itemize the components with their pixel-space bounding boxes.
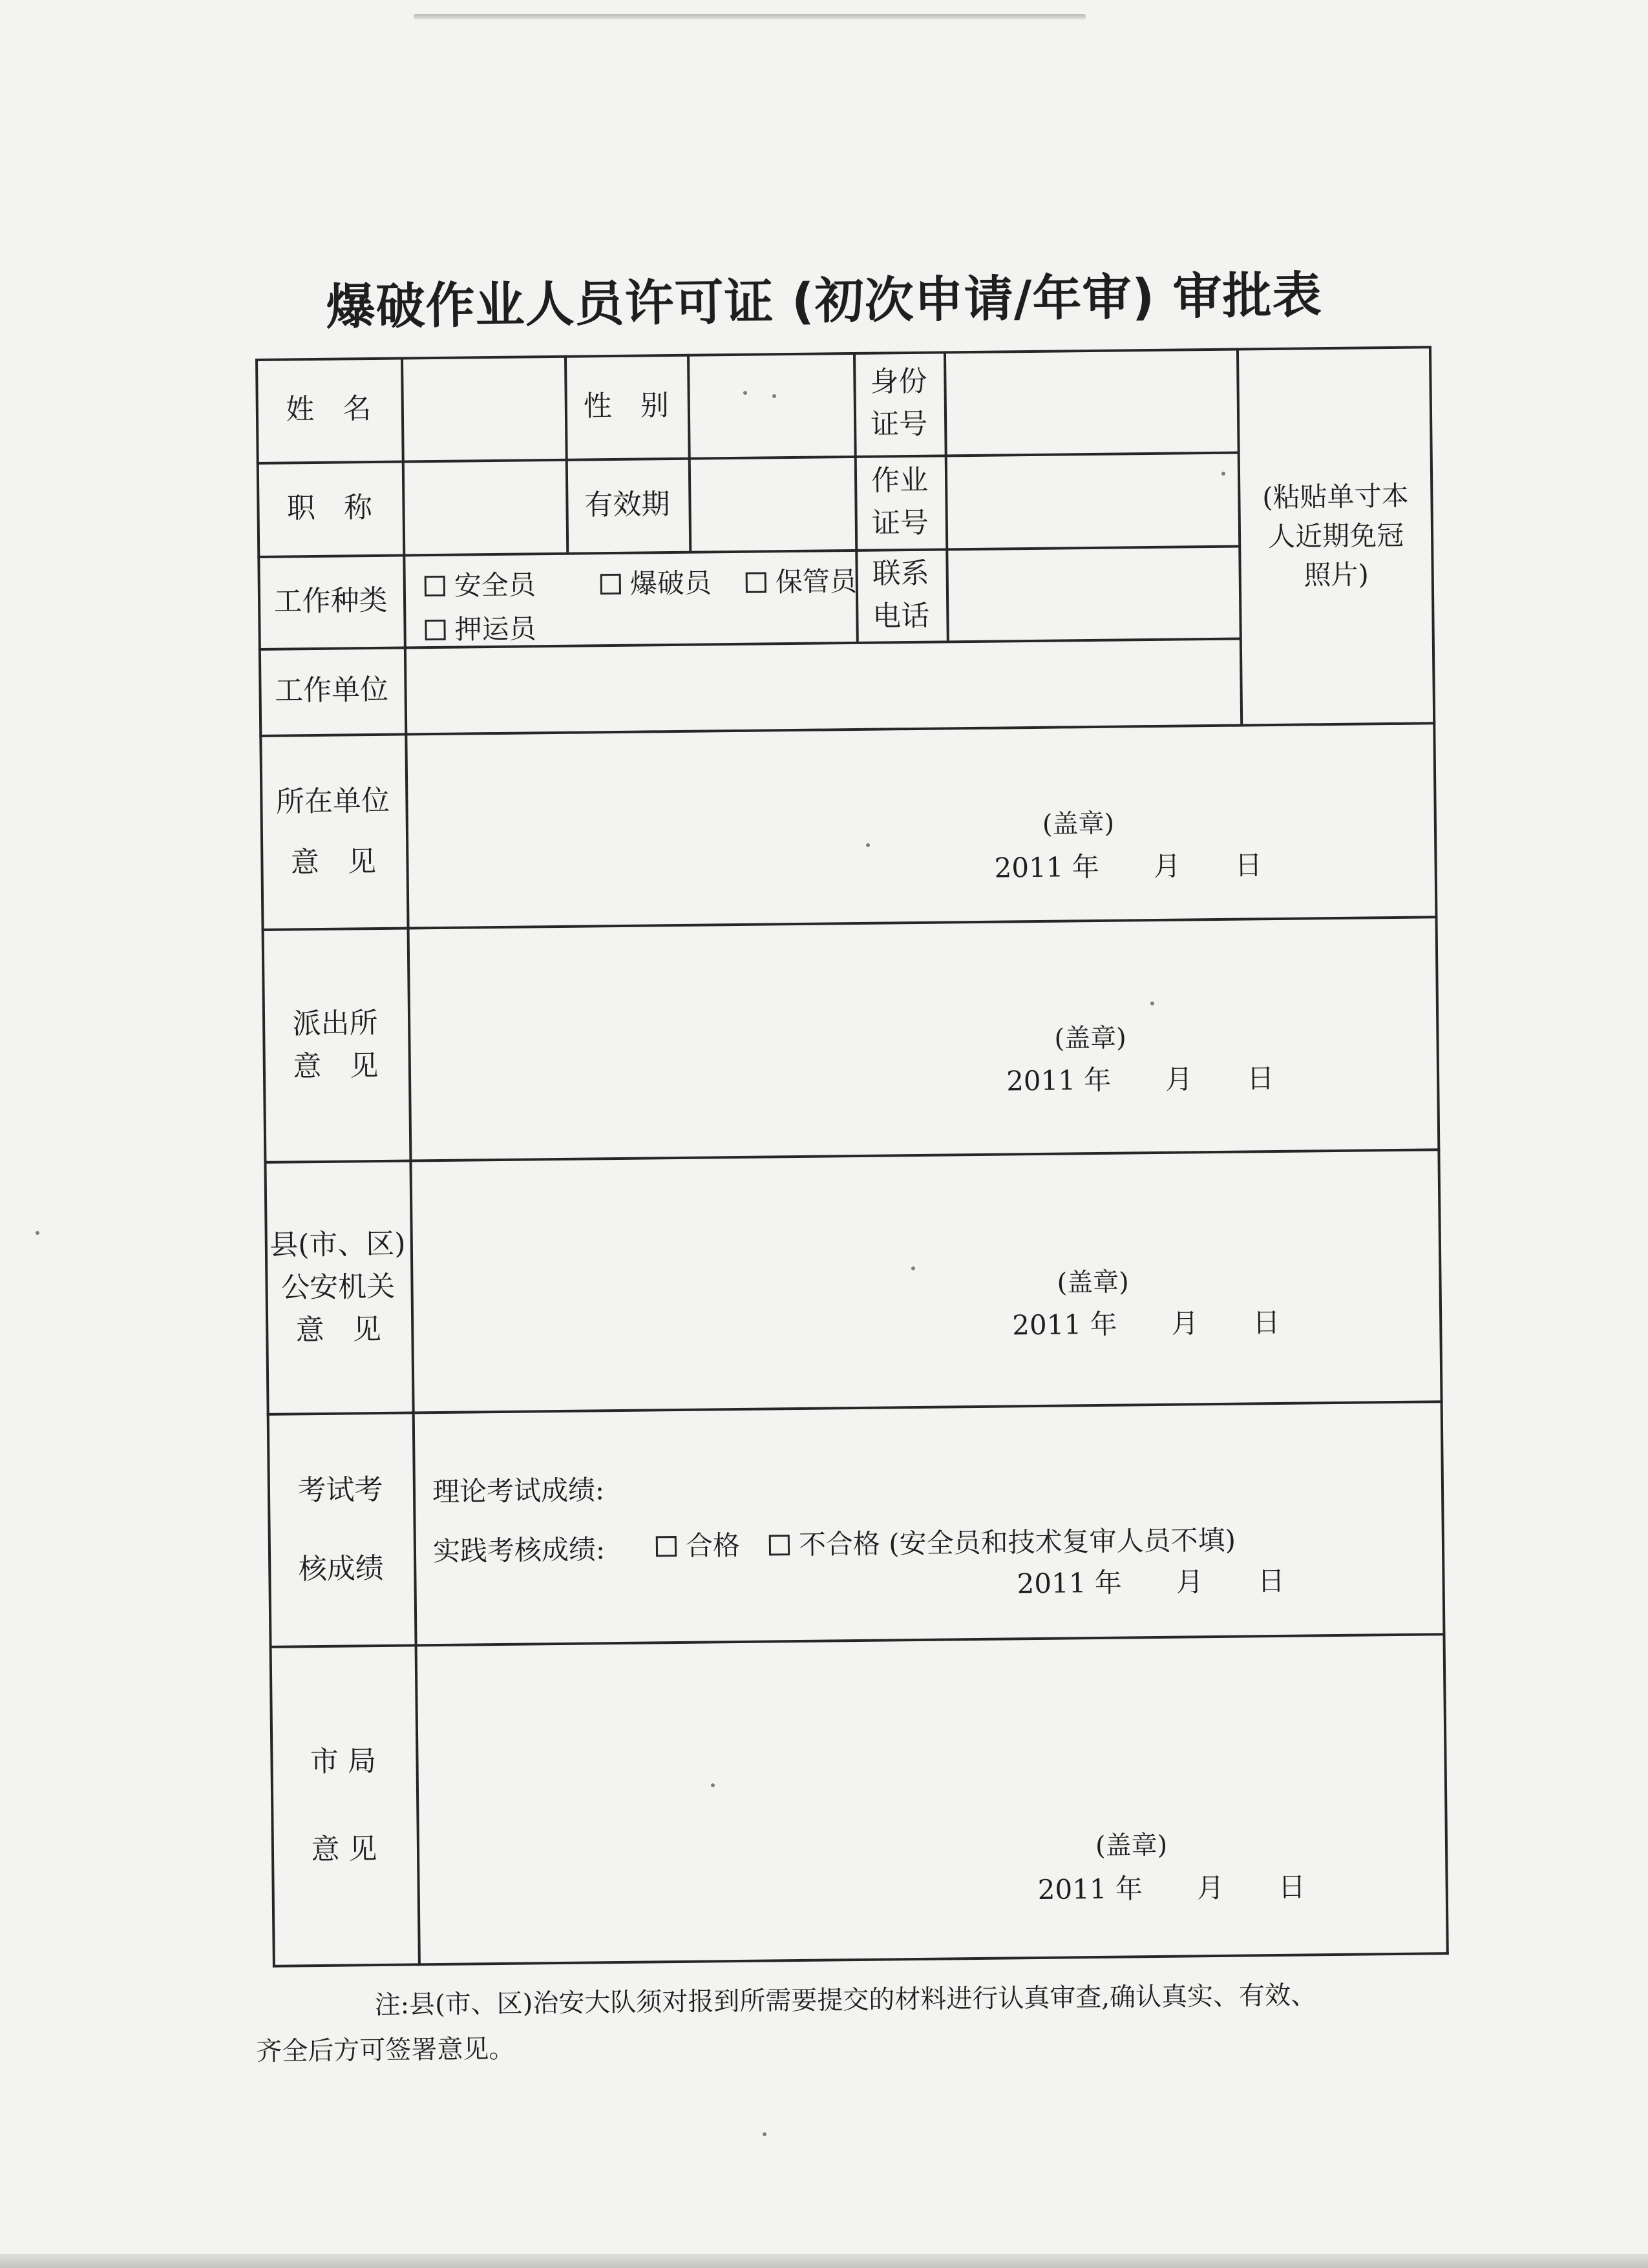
- practice-pass-option[interactable]: 合格: [656, 1524, 741, 1564]
- validity-label: 有效期: [584, 487, 670, 521]
- title-rank-value[interactable]: [405, 461, 567, 554]
- county-security-date: 2011 年 月 日: [1011, 1306, 1280, 1341]
- work-type-label: 工作种类: [273, 583, 388, 618]
- county-security-opinion-field[interactable]: [412, 1151, 1440, 1411]
- work-type-option-custodian[interactable]: 保管员: [745, 560, 857, 600]
- footnote-line2: 齐全后方可签署意见。: [256, 2034, 515, 2067]
- scan-speck: [763, 2132, 766, 2136]
- exam-date: 2011 年 月 日: [1017, 1564, 1285, 1600]
- scan-speck: [866, 843, 870, 847]
- theory-score-label: 理论考试成绩:: [432, 1474, 605, 1508]
- checkbox[interactable]: [425, 576, 445, 596]
- police-station-date: 2011 年 月 日: [1006, 1062, 1274, 1097]
- city-bureau-stamp-label: (盖章): [1095, 1830, 1168, 1862]
- checkbox[interactable]: [769, 1535, 790, 1555]
- checkbox[interactable]: [425, 620, 445, 640]
- county-security-opinion-label: 县(市、区) 公安机关 意 见: [269, 1227, 406, 1347]
- city-bureau-date: 2011 年 月 日: [1037, 1871, 1306, 1906]
- work-type-option-blaster[interactable]: 爆破员: [600, 562, 712, 602]
- checkbox[interactable]: [746, 572, 766, 593]
- id-number-label-line2: 证号: [870, 407, 928, 441]
- name-value[interactable]: [403, 358, 565, 461]
- employer-value[interactable]: [407, 640, 1240, 733]
- theory-score-input[interactable]: [629, 1456, 1082, 1506]
- scan-edge-top: [414, 14, 1086, 19]
- scan-speck: [911, 1266, 915, 1270]
- phone-label: [855, 548, 947, 642]
- scan-speck: [743, 391, 747, 395]
- scan-speck: [36, 1231, 39, 1235]
- unit-date: 2011 年 月 日: [994, 849, 1263, 884]
- phone-label-line2: 电话: [872, 599, 930, 633]
- police-station-opinion-field[interactable]: [410, 918, 1438, 1159]
- gender-label: 性 别: [583, 389, 670, 423]
- photo-hint: (粘贴单寸本 人近期免冠 照片): [1262, 479, 1409, 591]
- photo-placeholder[interactable]: [1239, 348, 1433, 724]
- id-number-label: [853, 351, 945, 456]
- phone-value[interactable]: [948, 548, 1239, 641]
- approval-form-table: [255, 346, 1481, 1974]
- checkbox[interactable]: [656, 1536, 677, 1557]
- checkbox[interactable]: [600, 574, 621, 594]
- title-rank-label: 职 称: [286, 490, 373, 525]
- work-type-option-safety[interactable]: 安全员: [424, 563, 536, 604]
- work-cert-label: [854, 454, 946, 549]
- validity-value[interactable]: [691, 458, 856, 551]
- city-bureau-opinion-field[interactable]: [417, 1635, 1446, 1963]
- phone-label-line1: 联系: [872, 556, 929, 591]
- work-type-option-escort[interactable]: 押运员: [425, 607, 536, 647]
- id-number-value[interactable]: [946, 351, 1238, 455]
- county-security-stamp-label: (盖章): [1057, 1267, 1130, 1298]
- scan-edge-bottom: [0, 2254, 1648, 2268]
- unit-stamp-label: (盖章): [1042, 808, 1115, 839]
- work-cert-label-line1: 作业: [871, 463, 929, 498]
- practice-fail-option[interactable]: 不合格 (安全员和技术复审人员不填): [769, 1519, 1236, 1563]
- work-cert-label-line2: 证号: [871, 506, 929, 540]
- scan-speck: [711, 1783, 715, 1787]
- city-bureau-opinion-label: 市 局 意 见: [310, 1745, 377, 1867]
- police-station-opinion-label: 派出所 意 见: [292, 1007, 379, 1084]
- footnote: [256, 1971, 1466, 2074]
- form-title: 爆破作业人员许可证 (初次申请/年审) 审批表: [326, 266, 1323, 336]
- unit-opinion-label: 所在单位 意 见: [275, 784, 390, 879]
- unit-opinion-field[interactable]: [407, 724, 1435, 927]
- scan-speck: [1150, 1002, 1154, 1005]
- scan-speck: [1221, 472, 1225, 476]
- practice-score-label: 实践考核成绩:: [432, 1533, 606, 1568]
- employer-label: 工作单位: [274, 673, 389, 708]
- footnote-line1: 注:县(市、区)治安大队须对报到所需要提交的材料进行认真审查,确认真实、有效、: [374, 1980, 1317, 2021]
- name-label: 姓 名: [286, 392, 372, 426]
- gender-value[interactable]: [690, 355, 854, 457]
- exam-results-label: 考试考 核成绩: [297, 1473, 385, 1586]
- id-number-label-line1: 身份: [870, 364, 927, 399]
- police-station-stamp-label: (盖章): [1054, 1023, 1126, 1054]
- work-cert-value[interactable]: [947, 454, 1238, 549]
- scan-speck: [772, 394, 776, 398]
